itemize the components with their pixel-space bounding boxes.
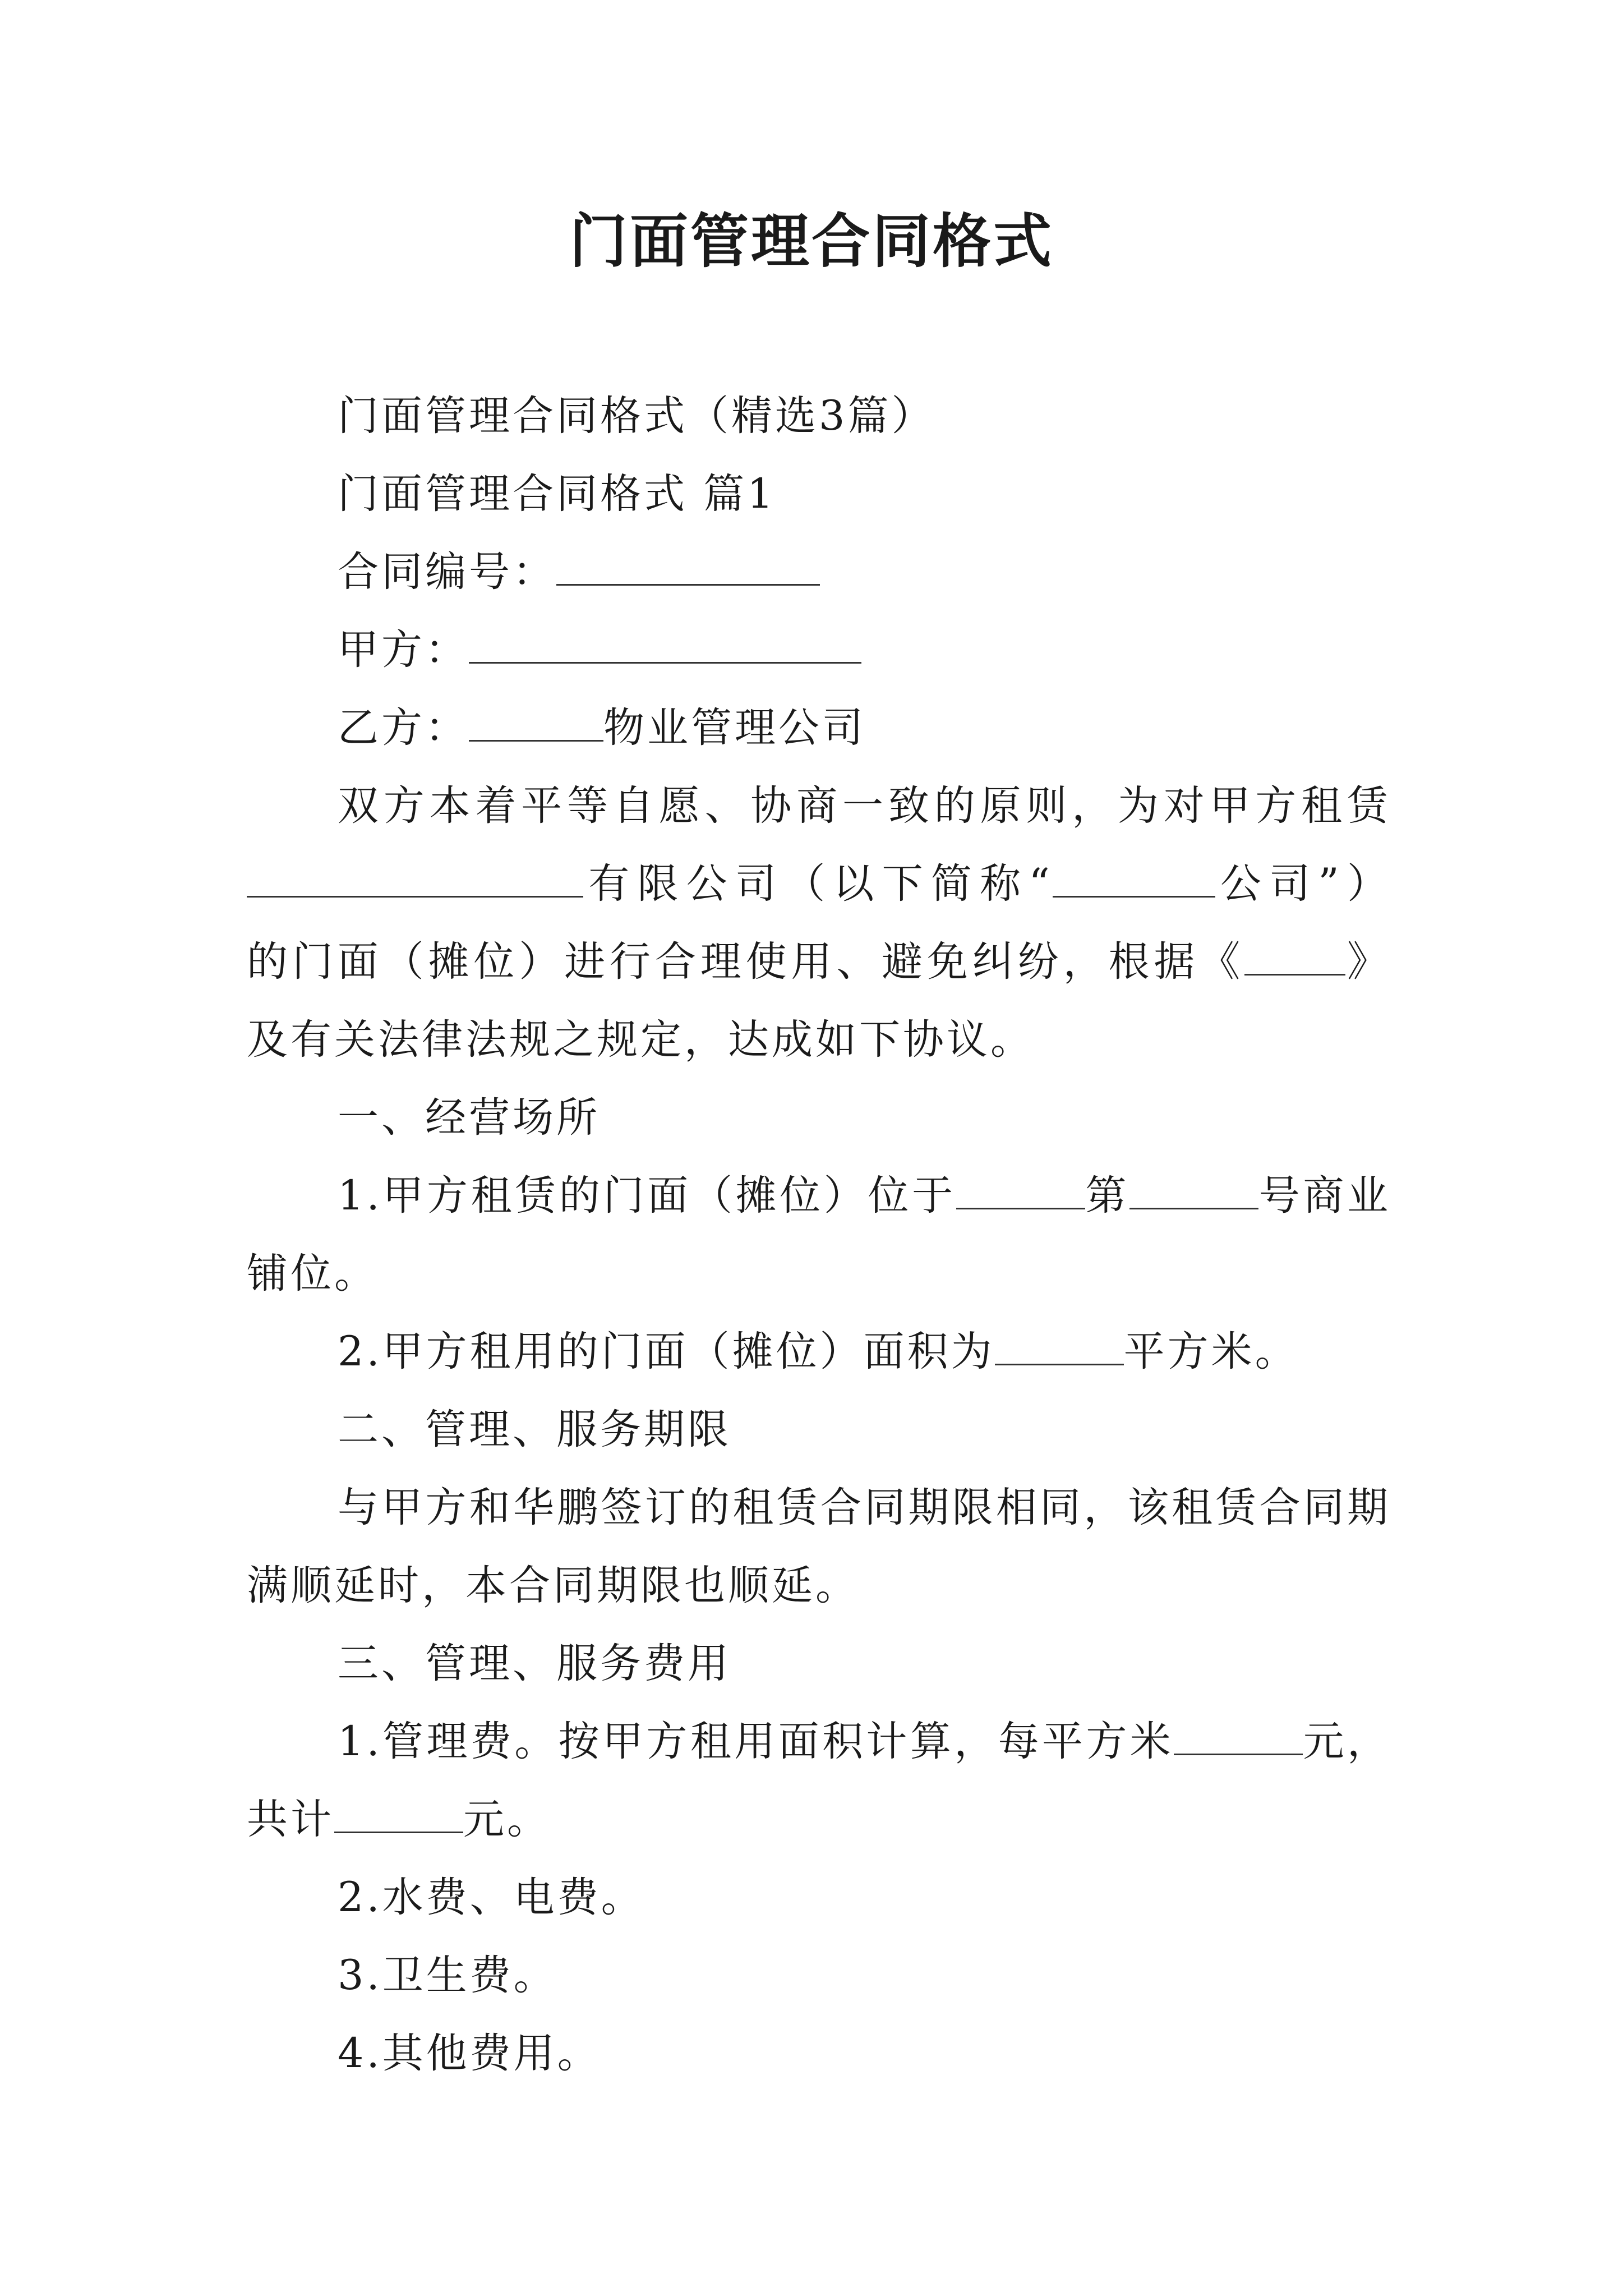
paragraph-line: 铺位。 (247, 1250, 378, 1297)
paragraph-line (247, 1780, 1391, 1858)
party-b-suffix: 物业管理公司 (603, 704, 866, 752)
paragraph-line (247, 845, 1391, 923)
regulation-blank (1244, 933, 1345, 976)
paragraph-line: 满顺延时，本合同期限也顺延。 (247, 1562, 859, 1609)
location-blank (956, 1167, 1085, 1209)
paragraph-line: 双方本着平等自愿、协商一致的原则，为对甲方租赁 (338, 782, 1391, 830)
party-a-blank (469, 622, 861, 664)
text-segment: 》 (1345, 938, 1391, 986)
contract-number-label: 合同编号： (338, 548, 556, 596)
text-segment: 号商业 (1258, 1172, 1391, 1220)
paragraph-line: 与甲方和华鹏签订的租赁合同期限相同，该租赁合同期 (338, 1484, 1391, 1531)
text-segment: 2.甲方租用的门面（摊位）面积为 (338, 1328, 995, 1375)
paragraph-line (247, 1703, 1391, 1780)
paragraph-line (247, 1157, 1391, 1235)
paragraph-line: 及有关法律法规之规定，达成如下协议。 (247, 1016, 1034, 1064)
text-segment: 元。 (463, 1796, 551, 1843)
collection-heading: 门面管理合同格式（精选3篇） (338, 392, 935, 440)
text-segment: 1.甲方租赁的门面（摊位）位于 (338, 1172, 956, 1220)
text-segment: 第 (1085, 1172, 1130, 1220)
text-segment: 1.管理费。按甲方租用面积计算，每平方米 (338, 1718, 1174, 1765)
list-item: 4.其他费用。 (338, 2030, 601, 2077)
text-segment: 有限公司（以下简称“ (583, 860, 1053, 908)
text-segment: 的门面（摊位）进行合理使用、避免纠纷，根据《 (247, 938, 1245, 986)
text-segment: 公司”） (1215, 860, 1391, 908)
party-a-line (247, 611, 1391, 689)
contract-number-line (247, 533, 1391, 611)
paragraph-line (247, 923, 1391, 1001)
text-segment: 平方米。 (1123, 1328, 1299, 1375)
text-segment: 共计 (247, 1796, 334, 1843)
party-a-label: 甲方： (338, 626, 469, 674)
area-blank (995, 1323, 1124, 1365)
section-heading: 一、经营场所 (338, 1094, 600, 1142)
party-b-blank (469, 700, 603, 742)
rate-blank (1174, 1713, 1303, 1755)
list-item: 2.水费、电费。 (338, 1874, 645, 1921)
party-b-label: 乙方： (338, 704, 469, 752)
section-heading: 三、管理、服务费用 (338, 1640, 731, 1687)
number-blank (1129, 1167, 1258, 1209)
company-name-blank (247, 855, 583, 898)
list-item: 3.卫生费。 (338, 1952, 557, 1999)
text-segment: 元， (1303, 1718, 1391, 1765)
document-body (247, 377, 1391, 2092)
short-name-blank (1053, 855, 1215, 898)
total-blank (334, 1791, 463, 1833)
party-b-line (247, 689, 1391, 767)
section-heading: 门面管理合同格式 篇1 (338, 470, 776, 518)
section-heading: 二、管理、服务期限 (338, 1406, 731, 1453)
contract-number-blank (556, 544, 820, 586)
document-title: 门面管理合同格式 (569, 206, 1054, 275)
paragraph-line (247, 1313, 1391, 1391)
